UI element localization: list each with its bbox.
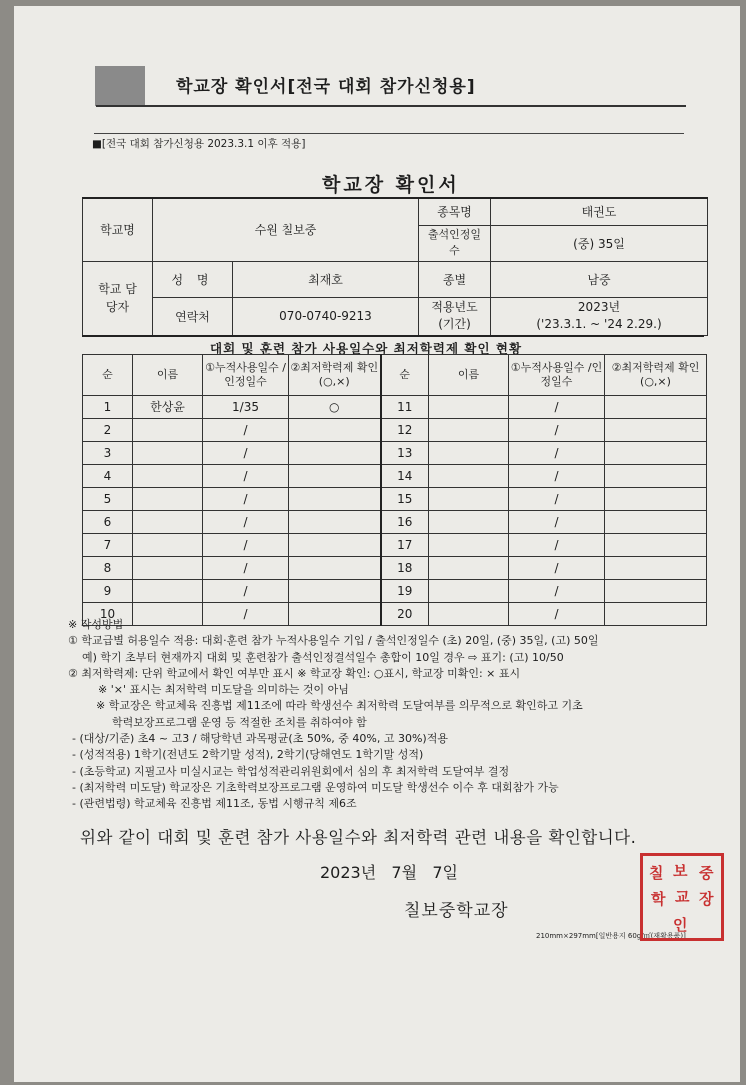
attendance-label: 출석인정일수 — [419, 225, 491, 261]
table-row — [83, 557, 707, 580]
col-days-header: ①누적사용일수 /인정일수 — [203, 355, 289, 396]
note-line: 학력보장프로그램 운영 등 적절한 조치를 취하여야 함 — [112, 715, 367, 729]
history-title: 대회 및 훈련 참가 사용일수와 최저학력제 확인 현황 — [210, 341, 523, 356]
row-no: 9 — [83, 580, 133, 603]
row-days: / — [509, 534, 605, 557]
row-check — [289, 465, 381, 488]
col-name-header-2: 이름 — [429, 355, 509, 396]
school-value: 수원 칠보중 — [153, 198, 419, 261]
table-row — [83, 442, 707, 465]
row-check — [605, 580, 707, 603]
row-no: 20 — [381, 603, 429, 626]
row-days: / — [203, 442, 289, 465]
row-no: 17 — [381, 534, 429, 557]
note-line: ※ '×' 표시는 최저학력 미도달을 의미하는 것이 아님 — [98, 683, 349, 697]
note-line: - (초등학교) 지필고사 미실시교는 학업성적관리위원회에서 심의 후 최저학력 도달여부 결정 — [72, 764, 510, 778]
row-name — [133, 465, 203, 488]
row-name — [429, 488, 509, 511]
row-no: 6 — [83, 511, 133, 534]
col-no-header-2: 순 — [381, 355, 429, 396]
row-name — [429, 442, 509, 465]
row-days: / — [203, 511, 289, 534]
row-name: 한상윤 — [133, 396, 203, 419]
manager-label: 학교 담당자 — [83, 261, 153, 335]
row-check — [605, 511, 707, 534]
table-row — [83, 488, 707, 511]
name-label: 성 명 — [153, 261, 233, 297]
col-no-header: 순 — [83, 355, 133, 396]
col-check-header: ②최저학력제 확인(○,×) — [289, 355, 381, 396]
info-table — [82, 197, 708, 336]
row-check — [605, 442, 707, 465]
row-name — [133, 557, 203, 580]
row-no: 13 — [381, 442, 429, 465]
row-no: 12 — [381, 419, 429, 442]
row-name — [429, 511, 509, 534]
row-name — [429, 419, 509, 442]
row-days: / — [203, 419, 289, 442]
note-line: ※ 작성방법 — [68, 618, 124, 631]
row-no: 7 — [83, 534, 133, 557]
row-no: 10 — [83, 603, 133, 626]
table-row — [83, 534, 707, 557]
contact-label: 연락처 — [153, 297, 233, 335]
row-no: 16 — [381, 511, 429, 534]
row-name — [133, 534, 203, 557]
row-days: / — [509, 442, 605, 465]
school-label: 학교명 — [83, 198, 153, 261]
table-row — [83, 419, 707, 442]
row-name — [429, 580, 509, 603]
row-name — [133, 488, 203, 511]
note-line: ② 최저학력제: 단위 학교에서 확인 여부만 표시 ※ 학교장 확인: ○표시, 학교장 미확인: × 표시 — [68, 666, 521, 680]
note-line: - (대상/기준) 초4 ~ 고3 / 해당학년 과목평균(초 50%, 중 40%, 고 30%)적용 — [72, 732, 448, 746]
contact-value: 070-0740-9213 — [233, 297, 419, 335]
category-value: 남중 — [491, 261, 708, 297]
row-days: / — [509, 557, 605, 580]
col-check-header-2: ②최저학력제 확인(○,×) — [605, 355, 707, 396]
apply-rule — [94, 133, 684, 134]
main-title: 학교장 확인서 — [322, 174, 460, 196]
row-no: 15 — [381, 488, 429, 511]
row-days: / — [203, 580, 289, 603]
history-table — [82, 354, 707, 626]
row-no: 11 — [381, 396, 429, 419]
row-no: 19 — [381, 580, 429, 603]
row-days: / — [509, 580, 605, 603]
row-days: / — [509, 465, 605, 488]
row-no: 2 — [83, 419, 133, 442]
paper-spec: 210mm×297mm[일반용지 60g/㎡(재활용품)] — [536, 932, 686, 940]
title-rule — [96, 105, 686, 107]
table-row — [83, 511, 707, 534]
row-no: 5 — [83, 488, 133, 511]
row-days: / — [203, 534, 289, 557]
note-line: - (관련법령) 학교체육 진흥법 제11조, 동법 시행규칙 제6조 — [72, 797, 357, 811]
row-days: / — [509, 396, 605, 419]
row-days: / — [509, 511, 605, 534]
note-line: 예) 학기 초부터 현재까지 대회 및 훈련참가 출석인정결석일수 총합이 10일 경우 ⇨ 표기: (고) 10/50 — [82, 650, 564, 664]
note-line: - (성적적용) 1학기(전년도 2학기말 성적), 2학기(당해연도 1학기말 성적) — [72, 748, 424, 762]
table-row — [83, 396, 707, 419]
note-line: - (최저학력 미도달) 학교장은 기초학력보장프로그램 운영하여 미도달 학생선수 이수 후 대회참가 가능 — [72, 780, 559, 794]
period-value: ('23.3.1. ~ '24 2.29.) — [536, 317, 662, 331]
col-name-header: 이름 — [133, 355, 203, 396]
row-name — [429, 396, 509, 419]
note-line: ① 학교급별 허용일수 적용: 대회·훈련 참가 누적사용일수 기입 / 출석인정일수 (초) 20일, (중) 35일, (고) 50일 — [68, 634, 599, 648]
row-check — [605, 419, 707, 442]
row-days: / — [203, 488, 289, 511]
row-name — [429, 557, 509, 580]
row-check — [605, 396, 707, 419]
note-line: ※ 학교장은 학교체육 진흥법 제11조에 따라 학생선수 최저학력 도달여부를 의무적으로 확인하고 기초 — [96, 699, 583, 713]
row-days: / — [203, 603, 289, 626]
school-seal-stamp: 칠 보 중 학 교 장 인 — [640, 853, 724, 941]
confirmation-statement: 위와 같이 대회 및 훈련 참가 사용일수와 최저학력 관련 내용을 확인합니다. — [80, 828, 637, 847]
col-days-header-2: ①누적사용일수 /인정일수 — [509, 355, 605, 396]
row-no: 18 — [381, 557, 429, 580]
row-name — [133, 419, 203, 442]
row-check: ○ — [289, 396, 381, 419]
row-check — [605, 534, 707, 557]
row-no: 1 — [83, 396, 133, 419]
row-check — [289, 419, 381, 442]
row-days: / — [203, 557, 289, 580]
row-name — [133, 511, 203, 534]
issue-date: 2023년 7월 7일 — [320, 863, 458, 882]
row-days: 1/35 — [203, 396, 289, 419]
row-days: / — [509, 419, 605, 442]
row-days: / — [203, 465, 289, 488]
history-top-rule — [82, 335, 704, 337]
row-no: 3 — [83, 442, 133, 465]
row-check — [605, 557, 707, 580]
row-check — [289, 534, 381, 557]
row-name — [429, 534, 509, 557]
row-no: 8 — [83, 557, 133, 580]
year-value: 2023년 — [577, 300, 621, 314]
row-check — [605, 465, 707, 488]
row-days: / — [509, 603, 605, 626]
name-value: 최재호 — [233, 261, 419, 297]
event-value: 태권도 — [491, 198, 708, 225]
row-name — [429, 465, 509, 488]
row-name — [133, 580, 203, 603]
row-check — [289, 580, 381, 603]
history-header-row — [83, 355, 707, 396]
writing-instructions — [68, 617, 718, 813]
row-no: 4 — [83, 465, 133, 488]
event-label: 종목명 — [419, 198, 491, 225]
attendance-value: (중) 35일 — [491, 225, 708, 261]
header-gray-block — [95, 66, 145, 106]
row-name — [133, 442, 203, 465]
row-no: 14 — [381, 465, 429, 488]
row-check — [289, 557, 381, 580]
row-check — [289, 442, 381, 465]
principal-signature-name: 칠보중학교장 — [404, 901, 509, 921]
category-label: 종별 — [419, 261, 491, 297]
row-check — [289, 511, 381, 534]
table-row — [83, 580, 707, 603]
table-row — [83, 465, 707, 488]
year-label: 적용년도 (기간) — [419, 297, 491, 335]
year-cell — [491, 297, 708, 335]
row-days: / — [509, 488, 605, 511]
document-title: 학교장 확인서[전국 대회 참가신청용] — [176, 77, 476, 97]
row-check — [605, 488, 707, 511]
row-check — [289, 488, 381, 511]
apply-note: ■[전국 대회 참가신청용 2023.3.1 이후 적용] — [92, 138, 306, 150]
